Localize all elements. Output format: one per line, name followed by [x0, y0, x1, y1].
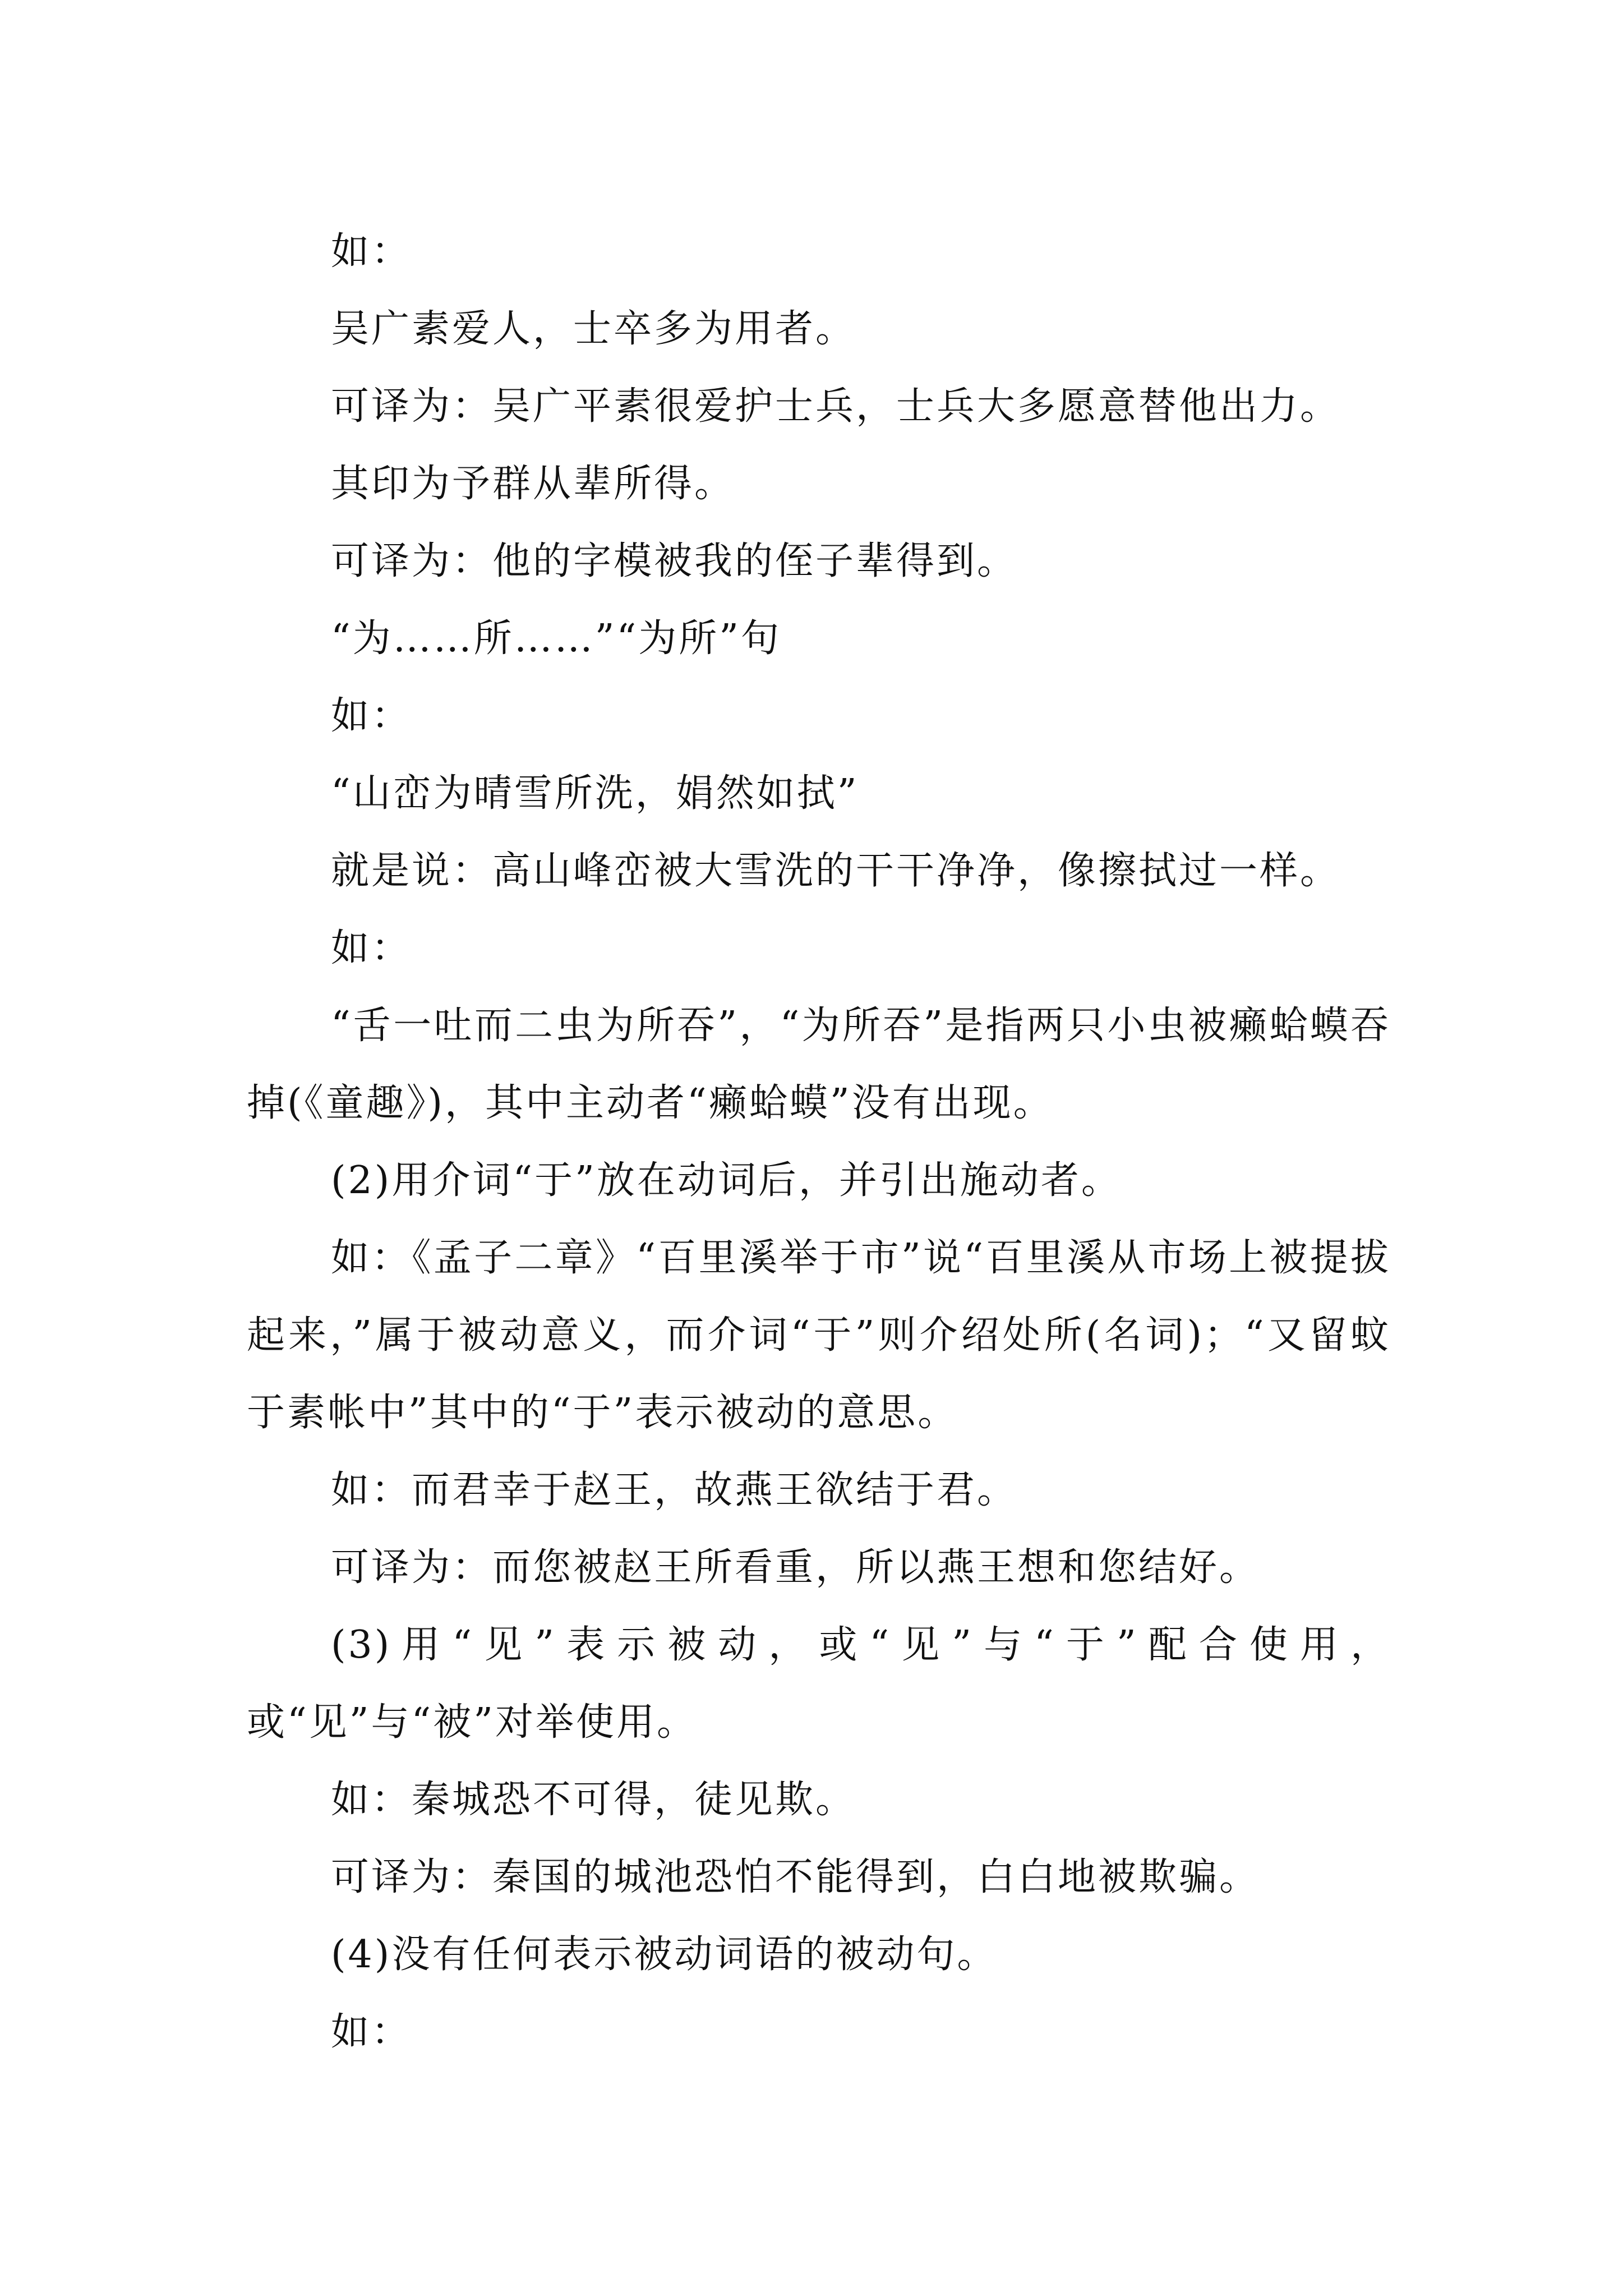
paragraph-line: 可译为：吴广平素很爱护士兵，士兵大多愿意替他出力。: [331, 384, 1341, 429]
paragraph-line: 如：秦城恐不可得，徒见欺。: [331, 1778, 856, 1822]
paragraph-line: 就是说：高山峰峦被大雪洗的干干净净，像擦拭过一样。: [331, 849, 1341, 893]
document-body: [247, 213, 1391, 2071]
paragraph-line: 如：: [331, 926, 412, 970]
paragraph-multiline: (3)用“见”表示被动，或“见”与“于”配合使用，或“见”与“被”对举使用。: [247, 1623, 1391, 1745]
paragraph-line: 可译为：秦国的城池恐怕不能得到，白白地被欺骗。: [331, 1855, 1260, 1899]
paragraph-line: 如：: [331, 2010, 412, 2054]
paragraph-line: 可译为：他的字模被我的侄子辈得到。: [331, 539, 1018, 583]
paragraph-line: (4)没有任何表示被动词语的被动句。: [331, 1932, 998, 1977]
paragraph-line: 其印为予群从辈所得。: [331, 462, 735, 506]
paragraph-line: “山峦为晴雪所洗，娟然如拭”: [331, 771, 859, 816]
paragraph-line: 吴广素爱人，士卒多为用者。: [331, 307, 856, 351]
paragraph-line: 可译为：而您被赵王所看重，所以燕王想和您结好。: [331, 1545, 1260, 1590]
paragraph-line: 如：而君幸于赵王，故燕王欲结于君。: [331, 1468, 1018, 1512]
paragraph-line: (2)用介词“于”放在动词后，并引出施动者。: [331, 1158, 1122, 1203]
paragraph-line: 如：: [331, 694, 412, 738]
paragraph-multiline: “舌一吐而二虫为所吞”，“为所吞”是指两只小虫被癞蛤蟆吞掉(《童趣》)，其中主动者“癞蛤蟆”没有出现。: [247, 1004, 1391, 1125]
paragraph-line: 如：: [331, 229, 412, 274]
paragraph-multiline: 如：《孟子二章》“百里溪举于市”说“百里溪从市场上被提拔起来，”属于被动意义，而介词“于”则介绍处所(名词)；“又留蚊于素帐中”其中的“于”表示被动的意思。: [247, 1236, 1391, 1435]
paragraph-line: “为……所……”“为所”句: [331, 616, 782, 661]
